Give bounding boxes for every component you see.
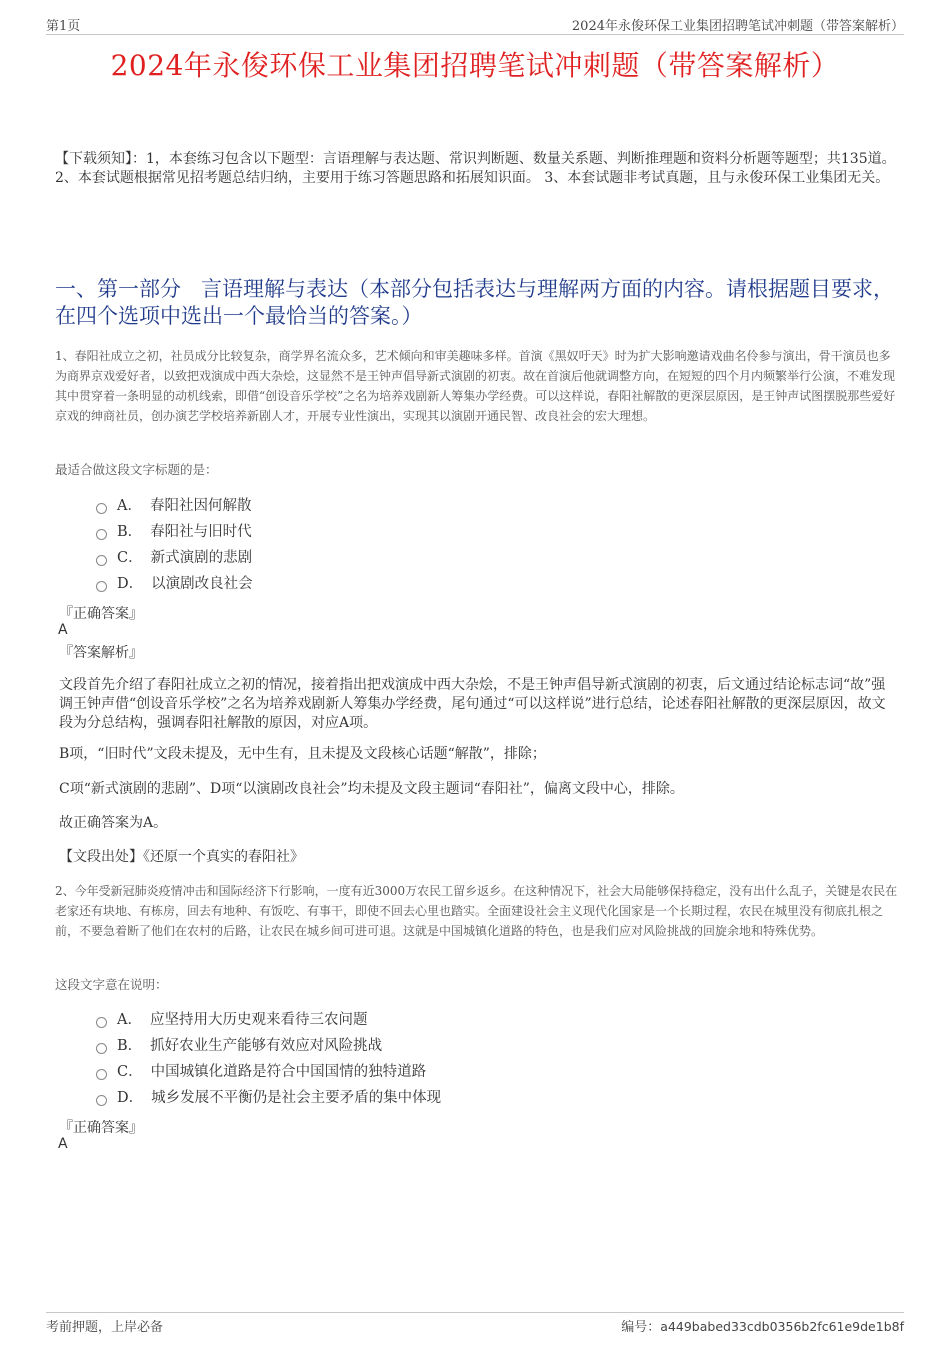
page-footer — [46, 1312, 904, 1333]
q2-option-c[interactable]: C． 中国城镇化道路是符合中国国情的独特道路 — [96, 1059, 441, 1085]
radio-icon[interactable] — [96, 503, 107, 514]
footer-code-label: 编号： — [621, 1320, 661, 1335]
q1-question: 最适合做这段文字标题的是： — [55, 462, 218, 477]
q2-question: 这段文字意在说明： — [55, 977, 168, 992]
q1-option-a[interactable]: A． 春阳社因何解散 — [96, 493, 253, 519]
radio-icon[interactable] — [96, 1095, 107, 1106]
q2-answer: A — [58, 1136, 68, 1152]
radio-icon[interactable] — [96, 529, 107, 540]
q2-option-b[interactable]: B． 抓好农业生产能够有效应对风险挑战 — [96, 1033, 441, 1059]
footer-code-value: a449babed33cdb0356b2fc61e9de1b8f — [660, 1319, 904, 1334]
section-heading — [55, 276, 900, 330]
q1-analysis-paragraph: 文段首先介绍了春阳社成立之初的情况，接着指出把戏演成中西大杂烩，不是王钟声倡导新式演剧的初衷，后文通过结论标志词“故”强调王钟声借“创设音乐学校”之名为培养戏剧新人筹集办学经费，尾句通过“可以这样说”进行总结，论述春阳社解散的更深层原因，故文段为分总结构，强调春阳社解散的原因，对应A项。 — [59, 677, 886, 731]
q1-option-c[interactable]: C． 新式演剧的悲剧 — [96, 545, 253, 571]
q1-passage: 1、春阳社成立之初，社员成分比较复杂，商学界名流众多，艺术倾向和审美趣味多样。首演《黑奴吁天》时为扩大影响邀请戏曲名伶参与演出，骨干演员也多为商界京戏爱好者，以致把戏演成中西大杂烩，这显然不是王钟声倡导新式演剧的初衷。故在首演后他就调整方向，在短短的四个月内频繁举行公演，不难发现其中贯穿着一条明显的动机线索，即借“创设音乐学校”之名为培养戏剧新人筹集办学经费。可以这样说，春阳社解散的更深层原因，是王钟声试图摆脱那些爱好京戏的绅商社员，创办演艺学校培养新剧人才，开展专业性演出，实现其以演剧开通民智、改良社会的宏大理想。 — [55, 349, 896, 423]
section-part: 一、第一部分 — [55, 277, 181, 301]
radio-icon[interactable] — [96, 1017, 107, 1028]
page-number: 第1页 — [46, 19, 81, 34]
radio-icon[interactable] — [96, 1043, 107, 1054]
q1-analysis-paragraph: B项，“旧时代”文段未提及，无中生有，且未提及文段核心话题“解散”，排除； — [59, 746, 546, 762]
q1-answer: A — [58, 622, 68, 638]
radio-icon[interactable] — [96, 581, 107, 592]
q1-analysis-paragraph: 故正确答案为A。 — [59, 815, 168, 831]
q2-passage: 2、今年受新冠肺炎疫情冲击和国际经济下行影响，一度有近3000万农民工留乡返乡。在这种情况下，社会大局能够保持稳定，没有出什么乱子，关键是农民在老家还有块地、有栋房，回去有地种、有饭吃、有事干，即使不回去心里也踏实。全面建设社会主义现代化国家是一个长期过程，农民在城里没有彻底扎根之前，不要急着断了他们在农村的后路，让农民在城乡间可进可退。这就是中国城镇化道路的特色，也是我们应对风险挑战的回旋余地和特殊优势。 — [55, 884, 898, 938]
footer-slogan: 考前押题，上岸必备 — [46, 1320, 164, 1335]
q2-answer-label: 『正确答案』 — [59, 1120, 143, 1136]
radio-icon[interactable] — [96, 1069, 107, 1080]
radio-icon[interactable] — [96, 555, 107, 566]
download-notice: 【下载须知】：1，本套练习包含以下题型：言语理解与表达题、常识判断题、数量关系题、判断推理题和资料分析题等题型；共135道。 2、本套试题根据常见招考题总结归纳，主要用于练习答题思路和拓展知识面。 3、本套试题非考试真题，且与永俊环保工业集团无关。 — [55, 151, 896, 186]
q1-option-b[interactable]: B． 春阳社与旧时代 — [96, 519, 253, 545]
header-doc-title: 2024年永俊环保工业集团招聘笔试冲刺题（带答案解析） — [571, 19, 904, 34]
q1-analysis-label: 『答案解析』 — [59, 645, 143, 661]
q1-answer-label: 『正确答案』 — [59, 606, 143, 622]
page-header — [46, 14, 904, 35]
q1-source: 【文段出处】《还原一个真实的春阳社》 — [59, 849, 304, 865]
q1-option-d[interactable]: D． 以演剧改良社会 — [96, 571, 253, 597]
document-title: 2024年永俊环保工业集团招聘笔试冲刺题（带答案解析） — [110, 49, 840, 82]
footer-code — [621, 1316, 904, 1335]
q1-analysis-paragraph: C项“新式演剧的悲剧”、D项“以演剧改良社会”均未提及文段主题词“春阳社”，偏离文段中心，排除。 — [59, 781, 684, 797]
q2-option-d[interactable]: D． 城乡发展不平衡仍是社会主要矛盾的集中体现 — [96, 1085, 441, 1111]
q2-options — [96, 1007, 441, 1111]
section-title: 言语理解与表达（本部分包括表达与理解两方面的内容。请根据题目要求，在四个选项中选出一个最恰当的答案。） — [55, 277, 894, 328]
q1-options — [96, 493, 253, 597]
q2-option-a[interactable]: A． 应坚持用大历史观来看待三农问题 — [96, 1007, 441, 1033]
